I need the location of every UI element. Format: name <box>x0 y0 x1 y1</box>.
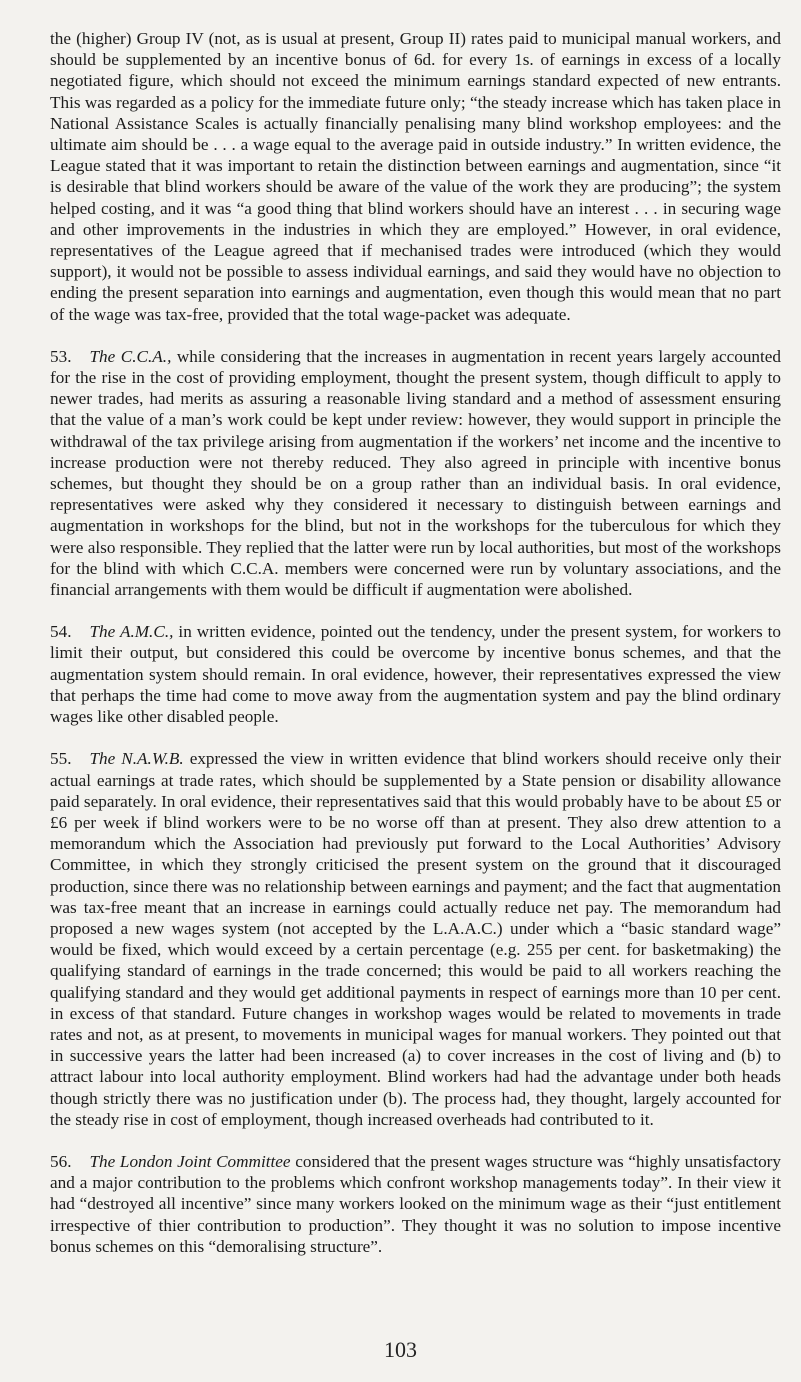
paragraph-text: expressed the view in written evidence that blind workers should receive only their actual earnings at trade rates, which should be supplemented by a State pension or disability allowance paid separately. In oral evidence, their representatives said that this would probably have to be about £5 or £6 per week if blind workers were to be no worse off than at present. They also drew attention to a memorandum which the Association had previously put forward to the Local Authorities’ Advisory Committee, in which they strongly criticised the present system on the ground that it discouraged production, since there was no relationship between earnings and payment; and the fact that augmentation was tax-free meant that an increase in earnings could actually reduce net pay. The memorandum had proposed a new wages system (not accepted by the L.A.A.C.) under which a “basic standard wage” would be fixed, which would exceed by a certain percentage (e.g. 255 per cent. for basketmaking) the qualifying standard of earnings in the trade concerned; this would be paid to all workers reaching the qualifying standard and they would get additional payments in respect of earnings more than 10 per cent. in excess of that standard. Future changes in workshop wages would be related to movements in trade rates and not, as at present, to movements in municipal wages for manual workers. They pointed out that in successive years the latter had been increased (a) to cover increases in the cost of living and (b) to attract labour into local authority employment. Blind workers had had the advantage under both heads though strictly there was no justification under (b). The process had, they thought, largely accounted for the steady rise in cost of employment, though increased overheads had contributed to it. <box>50 749 782 1129</box>
paragraph-number: 53. <box>50 346 72 366</box>
organization-name: The C.C.A., <box>89 346 172 366</box>
organization-name: The A.M.C., <box>89 622 174 642</box>
paragraph-53 <box>50 346 781 600</box>
organization-name: The N.A.W.B. <box>89 749 184 769</box>
paragraph-number: 56. <box>50 1151 72 1171</box>
paragraph-continuation <box>50 28 781 325</box>
paragraph-54 <box>50 621 781 727</box>
paragraph-text: the (higher) Group IV (not, as is usual at present, Group II) rates paid to municipal manual workers, and should be supplemented by an incentive bonus of 6d. for every 1s. of earnings in excess of a locally negotiated figure, which should not exceed the minimum earnings standard expected of new entrants. This was regarded as a policy for the immediate future only; “the steady increase which has taken place in National Assistance Scales is actually financially penalising many blind workshop employees: and the ultimate aim should be . . . a wage equal to the average paid in outside industry.” In written evidence, the League stated that it was important to retain the distinction between earnings and augmentation, since “it is desirable that blind workers should be aware of the value of the work they are producing”; the system helped costing, and it was “a good thing that blind workers should have an interest . . . in securing wage and other improvements in the industries in which they are employed.” However, in oral evidence, representatives of the League agreed that if mechanised trades were introduced (which they would support), it would not be possible to assess individual earnings, and said they would have no objection to ending the present separation into earnings and augmentation, even though this would mean that no part of the wage was tax-free, provided that the total wage-packet was adequate. <box>50 29 781 324</box>
paragraph-text: while considering that the increases in augmentation in recent years largely accounted for the rise in the cost of providing employment, thought the present system, though difficult to apply to newer trades, had merits as assuring a reasonable living standard and a method of assessment ensuring that the value of a man’s work could be kept under review: however, they would support in principle the withdrawal of the tax privilege arising from augmentation if the workers’ net income and the incentive to increase production were not thereby reduced. They also agreed in principle with incentive bonus schemes, but thought they should be on a group rather than an individual basis. In oral evidence, representatives were asked why they considered it necessary to distinguish between earnings and augmentation in workshops for the blind, but not in the workshops for the tuberculous for which they were also responsible. They replied that the latter were run by local authorities, but most of the workshops for the blind with which C.C.A. members were concerned were run by voluntary associations, and the financial arrangements with them would be difficult if augmentation were abolished. <box>50 346 781 600</box>
paragraph-55 <box>50 748 781 1130</box>
organization-name: The London Joint Committee <box>89 1151 291 1171</box>
paragraph-56 <box>50 1151 781 1257</box>
paragraph-number: 55. <box>50 749 72 769</box>
paragraph-text: considered that the present wages structure was “highly unsatisfactory and a major contribution to the problems which confront workshop managements today”. In their view it had “destroyed all incentive” since many workers looked on the minimum wage as their “just entitlement irrespective of thier contribution to production”. They thought it was no solution to impose incentive bonus schemes on this “demoralising structure”. <box>50 1151 781 1256</box>
page-number: 103 <box>384 1337 417 1362</box>
paragraph-number: 54. <box>50 622 72 642</box>
paragraph-text: in written evidence, pointed out the tendency, under the present system, for workers to limit their output, but considered this could be overcome by incentive bonus schemes, and that the augmentation system should remain. In oral evidence, however, their representatives expressed the view that perhaps the time had come to move away from the augmentation system and pay the blind ordinary wages like other disabled people. <box>50 622 782 727</box>
